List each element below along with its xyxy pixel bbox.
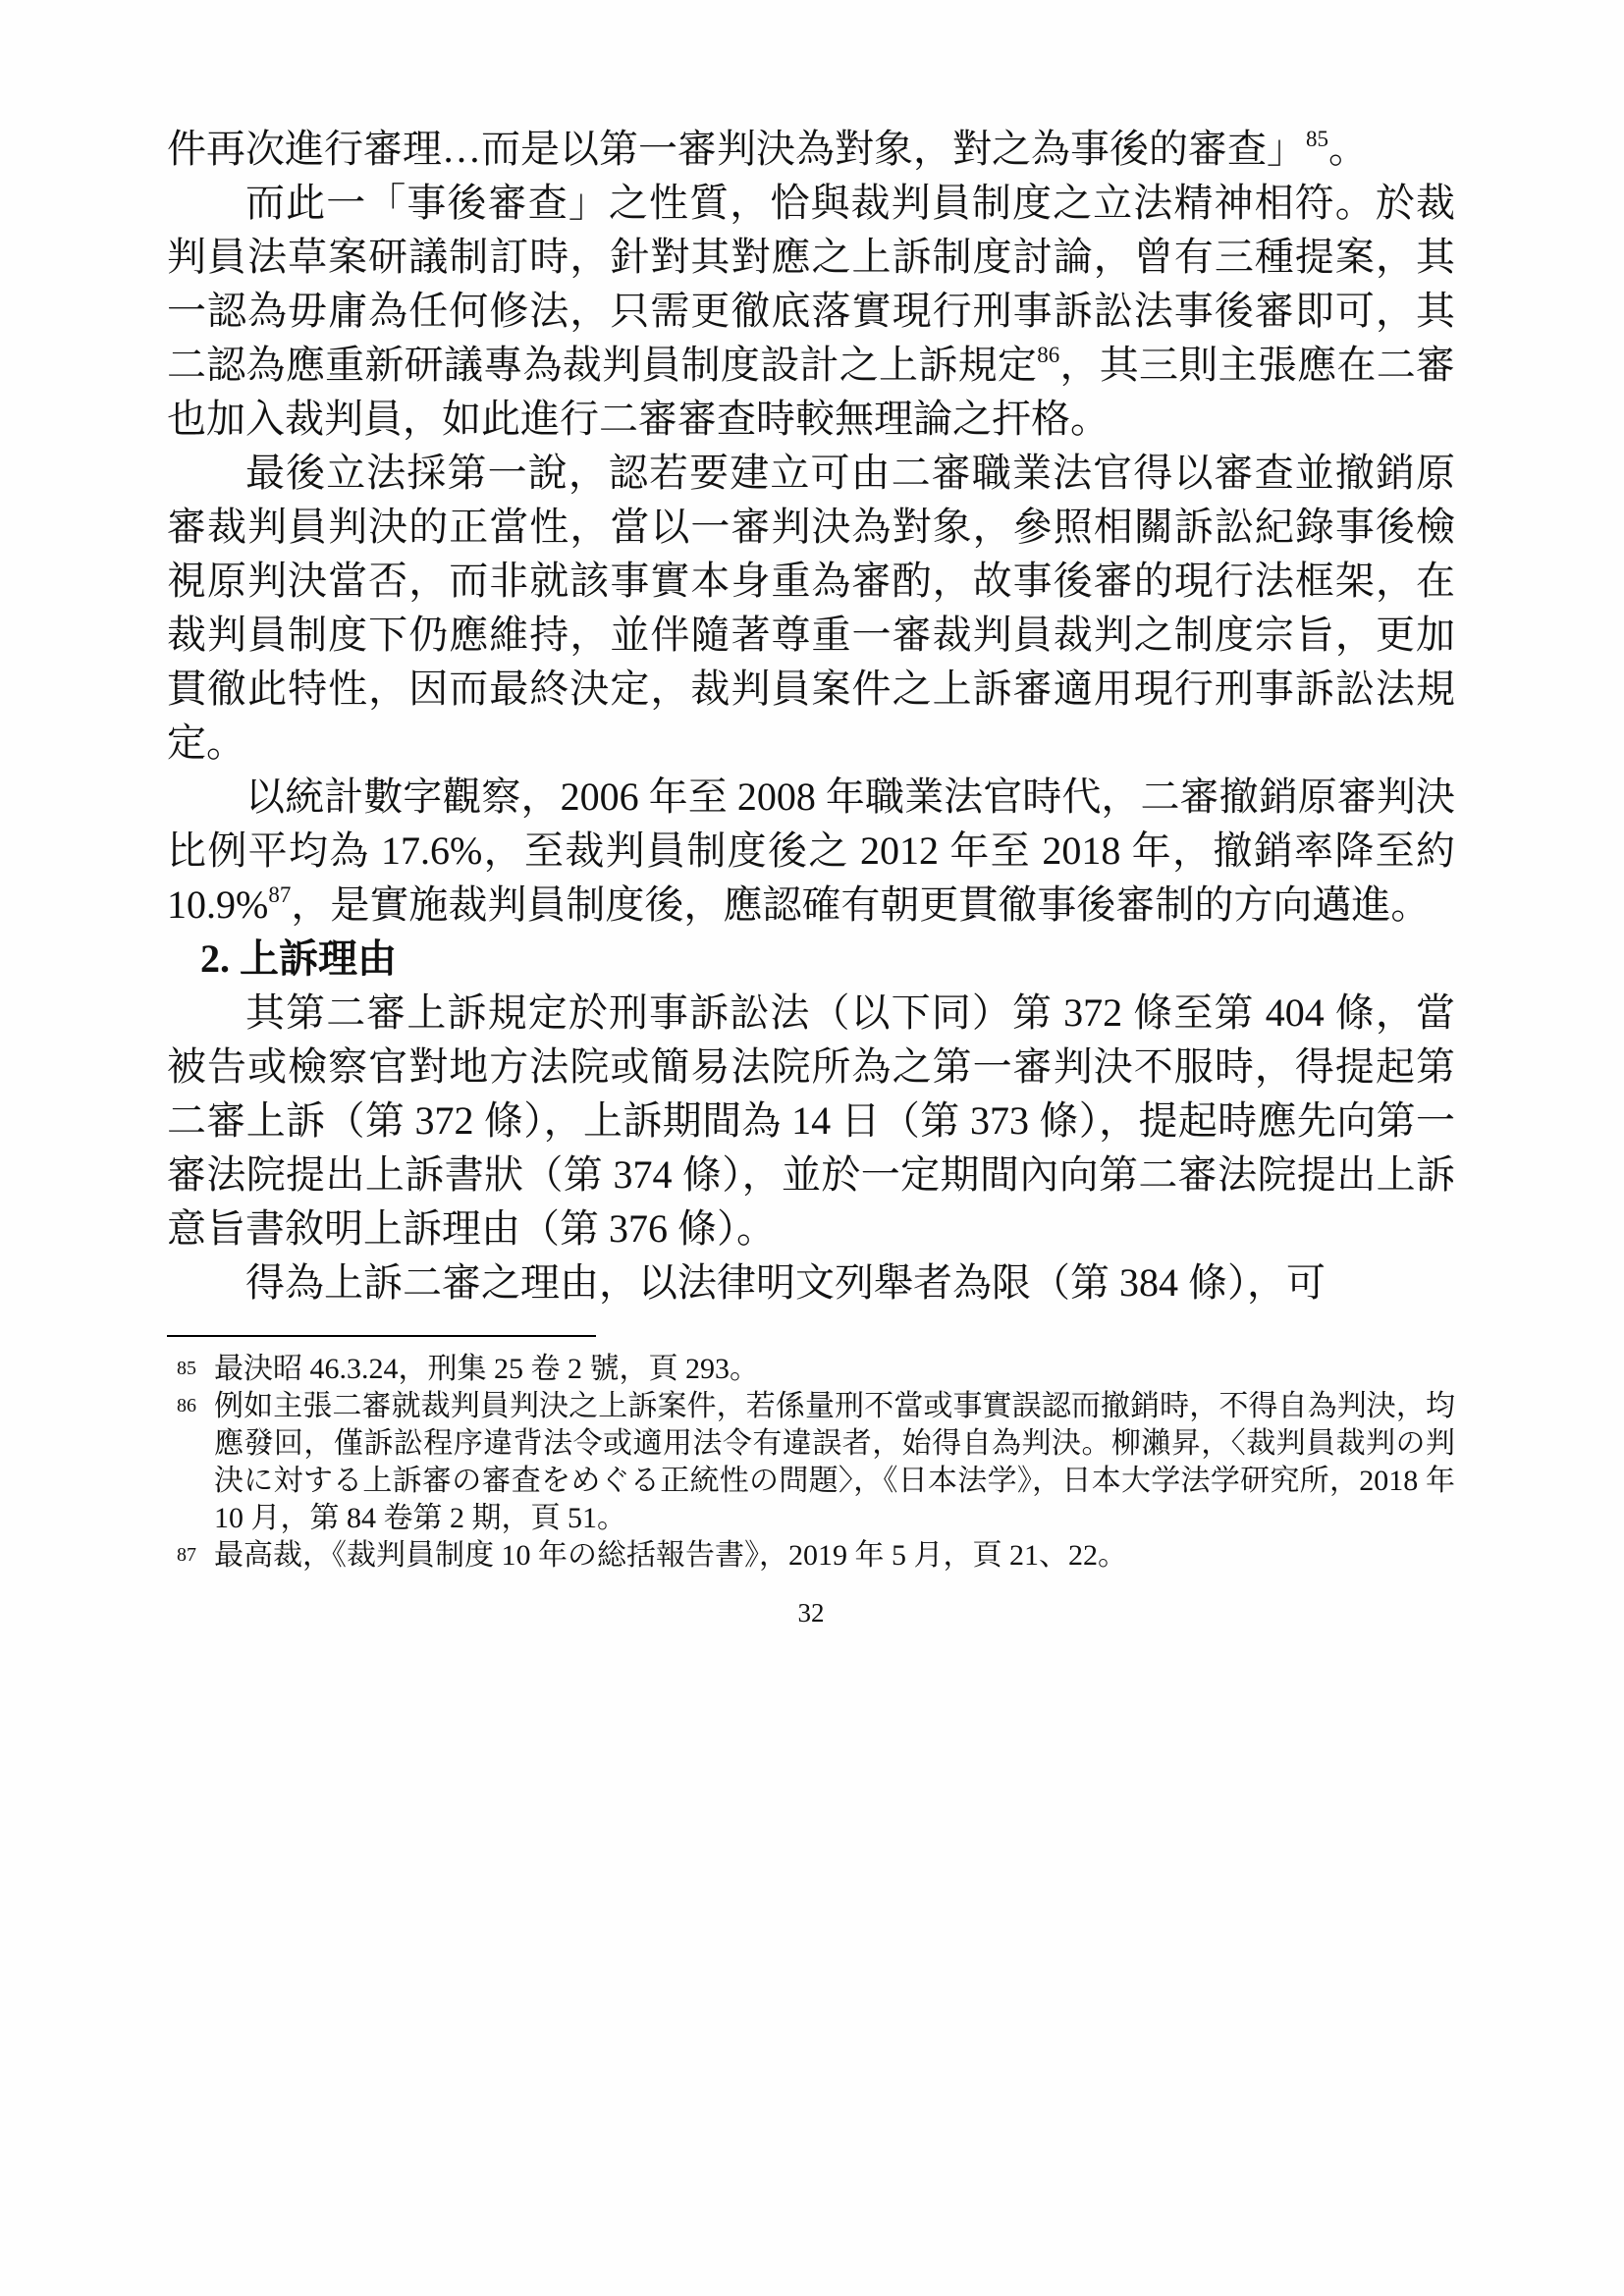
footnote-text: 例如主張二審就裁判員判決之上訴案件，若係量刑不當或事實誤認而撤銷時，不得自為判決，均應發回，僅訴訟程序違背法令或適用法令有違誤者，始得自為判決。柳瀨昇，〈裁判員裁判の判決に対する上訴審の審査をめぐる正統性の問題〉，《日本法学》，日本大学法学研究所，2018 年 10 月，第 84 卷第 2 期，頁 51。 xyxy=(214,1390,1455,1534)
footnote-85 xyxy=(167,1351,1455,1388)
footnote-marker: 86 xyxy=(177,1395,196,1416)
footnote-area xyxy=(167,1335,1455,1575)
footnote-reference: 85 xyxy=(1306,127,1328,151)
footnote-87 xyxy=(167,1537,1455,1575)
footnote-text: 最高裁，《裁判員制度 10 年の総括報告書》，2019 年 5 月，頁 21、22。 xyxy=(214,1539,1127,1572)
page-content xyxy=(167,122,1455,1629)
heading-appeal-grounds: 2. 上訴理由 xyxy=(200,936,397,981)
footnote-marker: 87 xyxy=(177,1544,196,1566)
paragraph-appeal-provisions: 其第二審上訴規定於刑事訴訟法（以下同）第 372 條至第 404 條，當被告或檢察官對地方法院或簡易法院所為之第一審判決不服時，得提起第二審上訴（第 372 條），上訴期間為 14 日（第 373 條），提起時應先向第一審法院提出上訴書狀（第 374 條），並於一定期間內向第二審法院提出上訴意旨書敘明上訴理由（第 376 條）。 xyxy=(167,990,1455,1251)
paragraph-continuation: 件再次進行審理…而是以第一審判決為對象，對之為事後的審查」$^{85}$。 xyxy=(167,127,1368,171)
paragraph-legislative-choice: 最後立法採第一說，認若要建立可由二審職業法官得以審查並撤銷原審裁判員判決的正當性，當以一審判決為對象，參照相關訴訟紀錄事後檢視原判決當否，而非就該事實本身重為審酌，故事後審的現行法框架，在裁判員制度下仍應維持，並伴隨著尊重一審裁判員裁判之制度宗旨，更加貫徹此特性，因而最終決定，裁判員案件之上訴審適用現行刑事訴訟法規定。 xyxy=(167,451,1455,765)
body-text xyxy=(167,122,1455,1309)
page-number: 32 xyxy=(797,1598,825,1628)
paragraph-grounds-limited: 得為上訴二審之理由，以法律明文列舉者為限（第 384 條），可 xyxy=(245,1260,1326,1305)
footnote-separator xyxy=(167,1335,596,1337)
paragraph-statistics: 以統計數字觀察，2006 年至 2008 年職業法官時代，二審撤銷原審判決比例平均為 17.6%，至裁判員制度後之 2012 年至 2018 年，撤銷率降至約 10.9%$^{87}$，是實施裁判員制度後，應認確有朝更貫徹事後審制的方向邁進。 xyxy=(167,774,1455,927)
footnote-86 xyxy=(167,1388,1455,1537)
footnote-list xyxy=(167,1351,1455,1575)
footnote-text: 最決昭 46.3.24，刑集 25 卷 2 號，頁 293。 xyxy=(214,1353,759,1385)
paragraph-ex-post-review-nature: 而此一「事後審查」之性質，恰與裁判員制度之立法精神相符。於裁判員法草案研議制訂時，針對其對應之上訴制度討論，曾有三種提案，其一認為毋庸為任何修法，只需更徹底落實現行刑事訴訟法事後審即可，其二認為應重新研議專為裁判員制度設計之上訴規定$^{86}$，其三則主張應在二審也加入裁判員，如此進行二審審查時較無理論之扞格。 xyxy=(167,181,1455,441)
footnote-marker: 85 xyxy=(177,1358,196,1379)
footnote-reference: 86 xyxy=(1037,343,1060,367)
footnote-reference: 87 xyxy=(268,882,292,907)
